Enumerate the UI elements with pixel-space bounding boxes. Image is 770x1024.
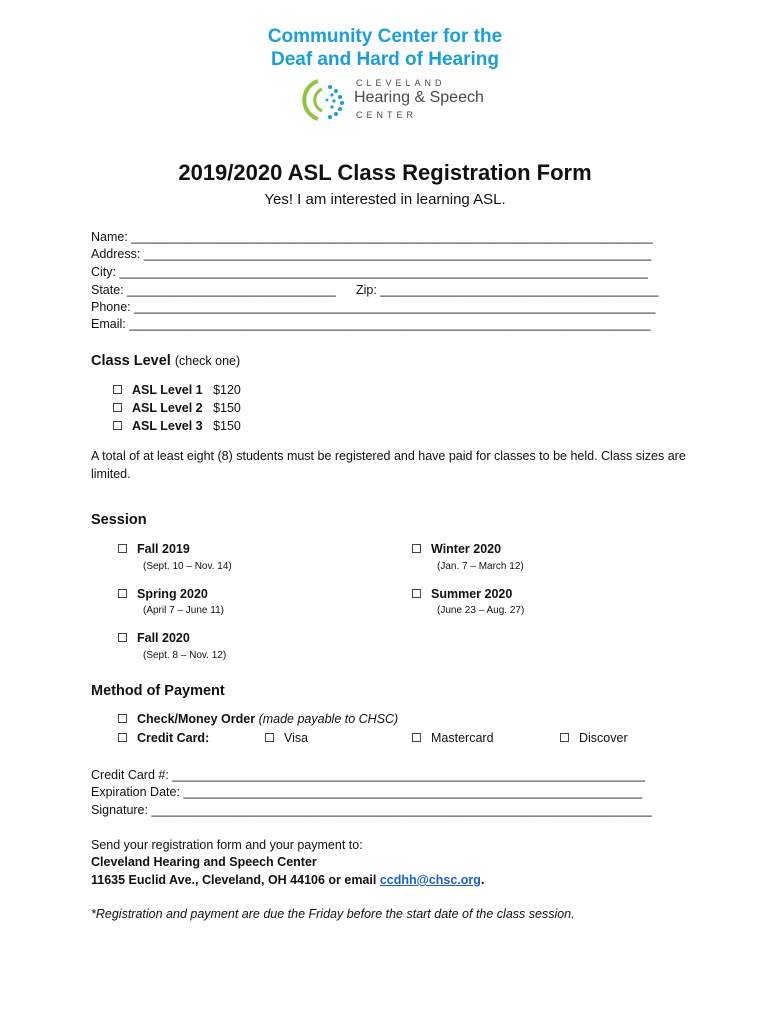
- class-level-heading: [91, 353, 240, 369]
- checkbox[interactable]: [118, 714, 127, 723]
- option-price: $150: [213, 419, 241, 433]
- send-org-name: Cleveland Hearing and Speech Center: [91, 855, 317, 869]
- phone-field[interactable]: Phone: ___________________________________________________________________________: [91, 300, 656, 314]
- card-visa-option[interactable]: [265, 731, 308, 745]
- class-level-note: (check one): [174, 354, 241, 368]
- session-fall-2020[interactable]: [118, 631, 190, 645]
- checkbox[interactable]: [412, 544, 421, 553]
- session-winter-2020[interactable]: [412, 542, 501, 556]
- session-dates: (June 23 – Aug. 27): [437, 605, 525, 616]
- session-dates: (April 7 – June 11): [143, 605, 224, 616]
- send-address-text: 11635 Euclid Ave., Cleveland, OH 44106 or email: [91, 873, 377, 887]
- payment-credit-option[interactable]: [118, 731, 209, 745]
- name-field[interactable]: Name: ___________________________________________________________________________: [91, 230, 653, 244]
- checkbox[interactable]: [118, 633, 127, 642]
- logo-mark-icon: [296, 75, 351, 125]
- signature-field[interactable]: Signature: ________________________________________________________________________: [91, 803, 652, 817]
- logo-text-cleveland: CLEVELAND: [356, 78, 446, 88]
- credit-card-number-field[interactable]: Credit Card #: ____________________________________________________________________: [91, 768, 646, 782]
- header-title-line2: Deaf and Hard of Hearing: [270, 49, 500, 70]
- option-label: ASL Level 1: [132, 383, 203, 397]
- option-label: ASL Level 2: [132, 401, 203, 415]
- send-period: .: [480, 873, 485, 887]
- class-level-label: Class Level: [91, 353, 171, 369]
- payment-heading: Method of Payment: [91, 683, 225, 699]
- session-label: Summer 2020: [431, 587, 513, 601]
- chsc-logo: [296, 75, 496, 125]
- header-title-line1: Community Center for the: [267, 26, 503, 47]
- session-fall-2019[interactable]: [118, 542, 190, 556]
- option-label: ASL Level 3: [132, 419, 203, 433]
- session-spring-2020[interactable]: [118, 587, 208, 601]
- session-heading: Session: [91, 512, 147, 528]
- zip-field[interactable]: Zip: ________________________________________: [356, 283, 659, 297]
- expiration-date-field[interactable]: Expiration Date: __________________________________________________________________: [91, 785, 643, 799]
- credit-label: Credit Card:: [137, 731, 210, 745]
- session-dates: (Sept. 8 – Nov. 12): [143, 650, 227, 661]
- checkbox[interactable]: [113, 385, 122, 394]
- checkbox[interactable]: [118, 544, 127, 553]
- payment-check-option[interactable]: [118, 712, 398, 726]
- session-dates: (Sept. 10 – Nov. 14): [143, 561, 232, 572]
- checkbox[interactable]: [560, 733, 569, 742]
- checkbox[interactable]: [265, 733, 274, 742]
- checkbox[interactable]: [113, 421, 122, 430]
- email-link[interactable]: ccdhh@chsc.org: [379, 873, 481, 887]
- address-field[interactable]: Address: _________________________________________________________________________: [91, 247, 652, 261]
- session-label: Fall 2020: [137, 631, 190, 645]
- session-dates: (Jan. 7 – March 12): [437, 561, 524, 572]
- session-label: Fall 2019: [137, 542, 190, 556]
- session-label: Winter 2020: [431, 542, 502, 556]
- deadline-footnote: *Registration and payment are due the Friday before the start date of the class session.: [91, 907, 575, 921]
- class-level-option-3[interactable]: [113, 419, 241, 433]
- checkbox[interactable]: [118, 589, 127, 598]
- state-field[interactable]: State: ______________________________: [91, 283, 336, 297]
- class-size-disclaimer: A total of at least eight (8) students must be registered and have paid for classes to be held. Class sizes are limited.: [91, 449, 686, 481]
- city-field[interactable]: City: ____________________________________________________________________________: [91, 265, 648, 279]
- session-label: Spring 2020: [137, 587, 208, 601]
- option-price: $150: [213, 401, 241, 415]
- logo-text-center: CENTER: [356, 110, 418, 120]
- check-label: Check/Money Order: [137, 712, 256, 726]
- form-subtitle: Yes! I am interested in learning ASL.: [264, 191, 506, 208]
- class-level-option-1[interactable]: [113, 383, 241, 397]
- logo-text-main: Hearing & Speech: [354, 89, 484, 106]
- check-note: (made payable to CHSC): [258, 712, 399, 726]
- send-instructions: Send your registration form and your payment to:: [91, 838, 363, 852]
- visa-label: Visa: [284, 731, 309, 745]
- option-price: $120: [213, 383, 241, 397]
- session-summer-2020[interactable]: [412, 587, 512, 601]
- send-address: [91, 871, 691, 889]
- mastercard-label: Mastercard: [431, 731, 494, 745]
- checkbox[interactable]: [412, 733, 421, 742]
- class-level-option-2[interactable]: [113, 401, 241, 415]
- checkbox[interactable]: [412, 589, 421, 598]
- card-mastercard-option[interactable]: [412, 731, 494, 745]
- email-field[interactable]: Email: ___________________________________________________________________________: [91, 317, 651, 331]
- checkbox[interactable]: [113, 403, 122, 412]
- discover-label: Discover: [579, 731, 628, 745]
- checkbox[interactable]: [118, 733, 127, 742]
- card-discover-option[interactable]: [560, 731, 628, 745]
- form-title: 2019/2020 ASL Class Registration Form: [178, 160, 592, 185]
